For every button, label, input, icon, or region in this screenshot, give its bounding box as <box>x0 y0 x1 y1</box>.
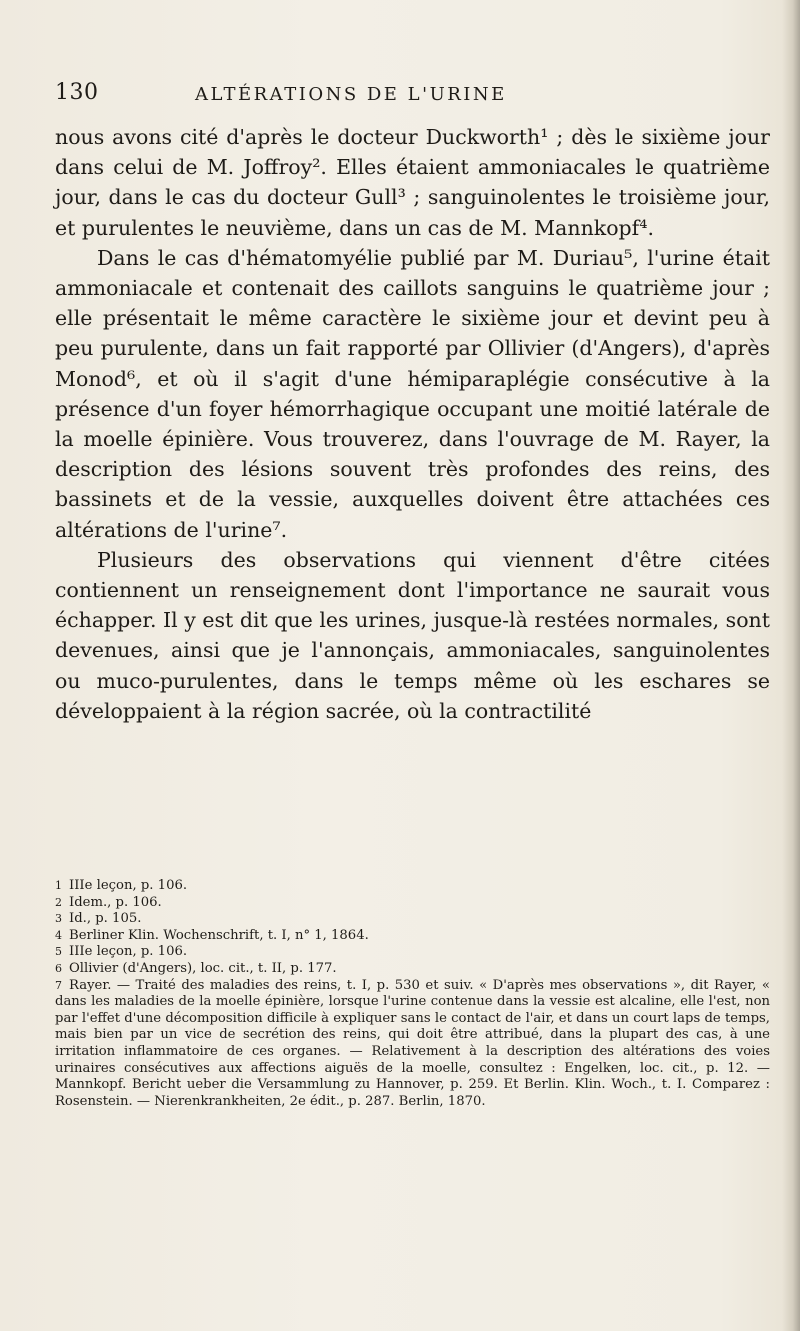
footnote-number: 7 <box>55 978 62 992</box>
footnote-number: 3 <box>55 912 62 926</box>
footnote <box>55 895 770 912</box>
footnote-number: 6 <box>55 961 62 975</box>
footnote-text: Berliner Klin. Wochenschrift, t. I, n° 1, 1864. <box>69 927 369 943</box>
footnote-number: 4 <box>55 928 62 942</box>
footnote-text: IIIe leçon, p. 106. <box>69 944 188 960</box>
footnotes <box>55 878 770 1110</box>
footnote <box>55 911 770 928</box>
paragraph: nous avons cité d'après le docteur Duckworth¹ ; dès le sixième jour dans celui de M. Joffroy². Elles étaient ammoniacales le quatrième jour, dans le cas du docteur Gull³ ; sanguinolentes le troisième jour, et purulentes le neuvième, dans un cas de M. Mannkopf⁴. <box>55 125 770 240</box>
footnote-text: IIIe leçon, p. 106. <box>69 878 188 893</box>
footnote <box>55 944 770 961</box>
paragraph: Plusieurs des observations qui viennent d'être citées contiennent un renseignement dont l'importance ne saurait vous échapper. Il y est dit que les urines, jusque-là restées normales, sont devenues, ainsi que je l'annonçais, ammoniacales, sanguinolentes ou muco-purulentes, dans le temps même où les eschares se développaient à la région sacrée, où la contractilité <box>55 547 770 723</box>
footnote-number: 2 <box>55 895 62 909</box>
footnote <box>55 928 770 945</box>
footnote-text: Rayer. — Traité des maladies des reins, t. I, p. 530 et suiv. « D'après mes observations », dit Rayer, « dans les maladies de la moelle épinière, lorsque l'urine contenue dans la vessie est alcaline, elle l'est, non par l'effet d'une décomposition difficile à expliquer sans le contact de l'air, et dans un court laps de temps, mais bien par un vice de secrétion des reins, qui doit être attribué, dans la plupart des cas, à une irritation inflammatoire de ces organes. — Relativement à la description des altérations des voies urinaires consécutives aux affections aiguës de la moelle, consultez : Engelken, loc. cit., p. 12. — Mannkopf. Bericht ueber die Versammlung zu Hannover, p. 259. Et Berlin. Klin. Woch., t. I. Comparez : Rosenstein. — Nierenkrankheiten, 2e édit., p. 287. Berlin, 1870. <box>55 977 770 1109</box>
footnote-text: Id., p. 105. <box>69 911 142 927</box>
footnote <box>55 978 770 1111</box>
footnote-text: Ollivier (d'Angers), loc. cit., t. II, p. 177. <box>69 960 337 976</box>
body-text <box>55 122 770 726</box>
footnote-number: 5 <box>55 945 62 959</box>
running-title: ALTÉRATIONS DE L'URINE <box>195 84 507 105</box>
footnote <box>55 961 770 978</box>
footnote <box>55 878 770 895</box>
page-number: 130 <box>55 80 99 105</box>
page-edge-shadow <box>782 0 800 1331</box>
paragraph: Dans le cas d'hématomyélie publié par M. Duriau⁵, l'urine était ammoniacale et contenait des caillots sanguins le quatrième jour ; elle présentait le même caractère le sixième jour et devint peu à peu purulente, dans un fait rapporté par Ollivier (d'Angers), d'après Monod⁶, et où il s'agit d'une hémiparaplégie consécutive à la présence d'un foyer hémorrhagique occupant une moitié latérale de la moelle épinière. Vous trouverez, dans l'ouvrage de M. Rayer, la description des lésions souvent très profondes des reins, des bassinets et de la vessie, auxquelles doivent être attachées ces altérations de l'urine⁷. <box>55 245 770 542</box>
page-header <box>55 78 755 108</box>
footnote-text: Idem., p. 106. <box>69 894 162 910</box>
footnote-number: 1 <box>55 879 62 892</box>
